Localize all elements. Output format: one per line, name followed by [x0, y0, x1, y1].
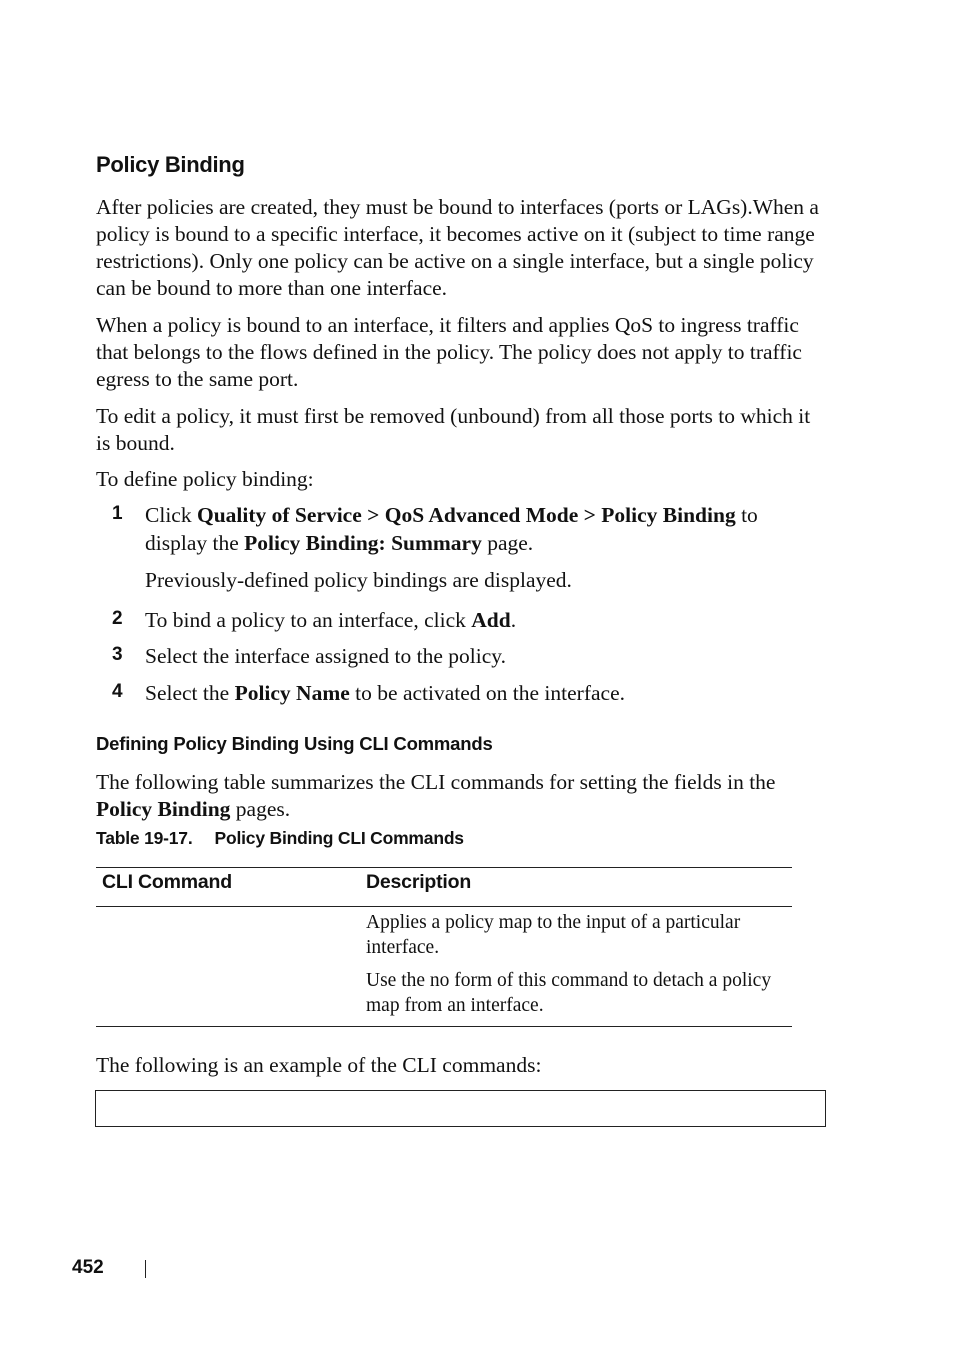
step-text: to be activated on the interface.: [349, 681, 625, 705]
step-number: 3: [112, 644, 123, 665]
edit-paragraph: To edit a policy, it must first be removed (unbound) from all those ports to which it is bound.: [96, 404, 811, 455]
code-example-box: [95, 1090, 826, 1127]
page-number: 452: [72, 1257, 104, 1278]
step-1-note: Previously-defined policy bindings are displayed.: [145, 568, 572, 592]
table-top-rule: [96, 867, 792, 868]
table-cell-description: Applies a policy map to the input of a particular interface.: [366, 912, 741, 958]
table-caption: [96, 828, 464, 849]
define-paragraph: To define policy binding:: [96, 467, 314, 491]
table-header-description: Description: [366, 871, 472, 893]
intro-text: pages.: [230, 797, 291, 821]
policy-binding-label: Policy Binding: [96, 797, 231, 821]
cli-intro-paragraph: [96, 769, 826, 823]
binding-paragraph: When a policy is bound to an interface, it filters and applies QoS to ingress traffic that belongs to the flows defined in the policy. The policy does not apply to traffic egress to the same port.: [96, 313, 802, 391]
step-3-text: Select the interface assigned to the policy.: [145, 644, 506, 668]
step-text: .: [510, 608, 517, 632]
table-cell-description: Use the no form of this command to detach a policy map from an interface.: [366, 970, 772, 1016]
code-example: [96, 1091, 825, 1103]
table-header-rule: [96, 906, 792, 907]
step-text: Click: [145, 503, 197, 527]
footer-divider: [145, 1260, 146, 1278]
menu-path: Quality of Service > QoS Advanced Mode > Policy Binding: [196, 503, 736, 527]
step-text: to display the: [145, 503, 758, 555]
example-intro: The following is an example of the CLI commands:: [96, 1053, 542, 1077]
step-text: Select the: [145, 681, 235, 705]
add-label: Add: [471, 608, 511, 632]
intro-text: The following table summarizes the CLI commands for setting the fields in the: [96, 770, 776, 794]
intro-paragraph: After policies are created, they must be bound to interfaces (ports or LAGs).When a policy is bound to a specific interface, it becomes active on it (subject to time range restrictions). Only one policy can be active on a single interface, but a single policy can be bound to more than one interface.: [96, 195, 819, 300]
table-bottom-rule: [96, 1026, 792, 1027]
step-1-text: [145, 501, 825, 557]
table-caption-title: Policy Binding CLI Commands: [214, 828, 464, 848]
policy-name-label: Policy Name: [234, 681, 350, 705]
cli-section-title: Defining Policy Binding Using CLI Commands: [96, 733, 493, 754]
section-title: Policy Binding: [96, 152, 245, 177]
table-caption-number: Table 19-17.: [96, 828, 193, 848]
step-4-text: [145, 679, 825, 707]
table-header-cli-command: CLI Command: [102, 871, 232, 893]
step-number: 1: [112, 503, 123, 524]
step-number: 2: [112, 608, 123, 629]
step-number: 4: [112, 681, 123, 702]
step-2-text: [145, 606, 825, 634]
step-text: To bind a policy to an interface, click: [145, 608, 472, 632]
step-text: page.: [481, 531, 534, 555]
page-name: Policy Binding: Summary: [244, 531, 482, 555]
